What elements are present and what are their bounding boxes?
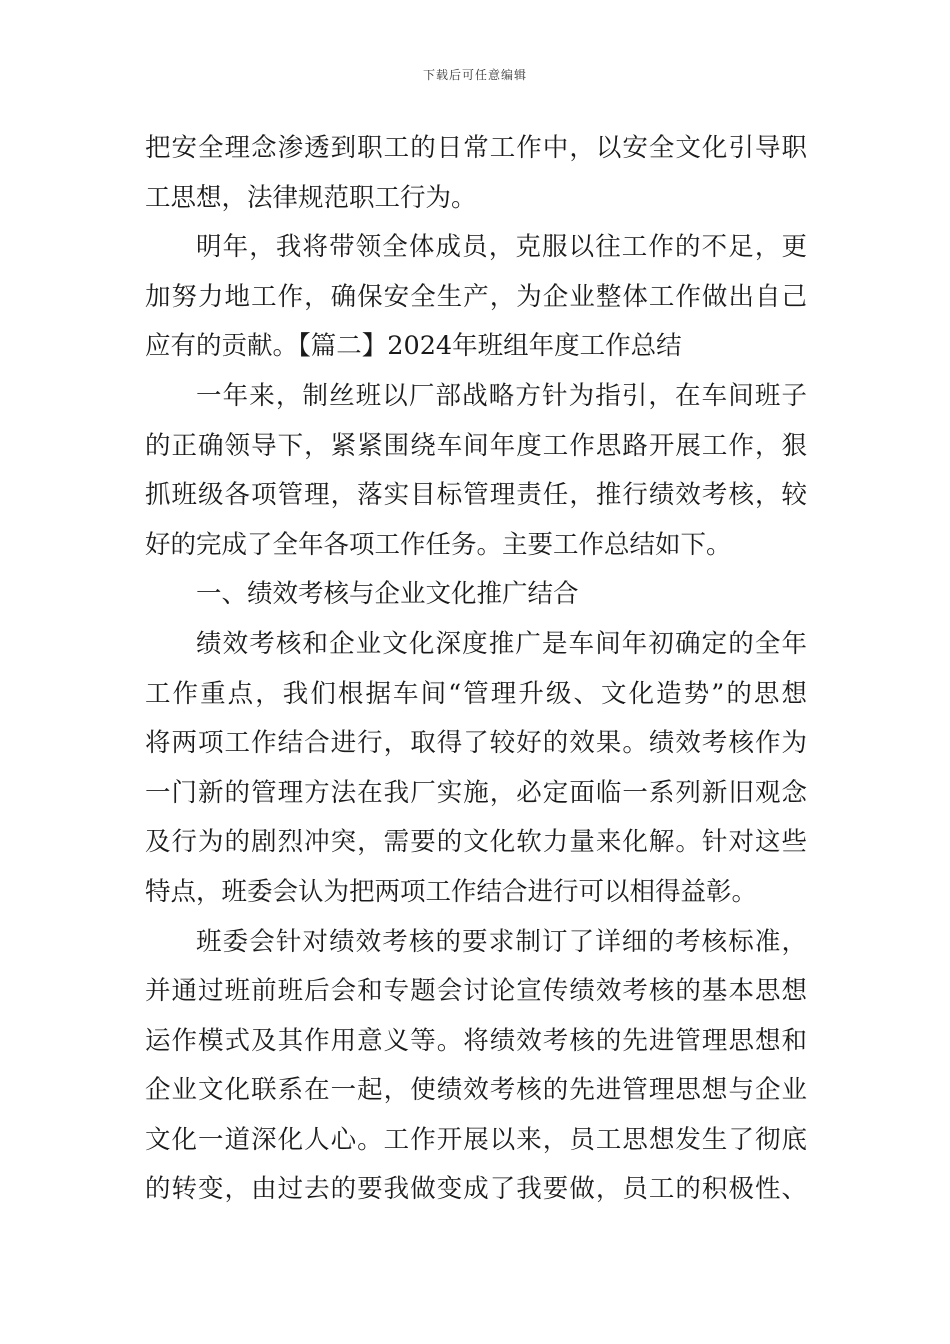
- text-line: 并通过班前班后会和专题会讨论宣传绩效考核的基本思想: [145, 976, 807, 1007]
- text-line: 明年，我将带领全体成员，克服以往工作的不足，更: [196, 232, 807, 263]
- page-header: 下载后可任意编辑: [422, 68, 527, 82]
- text-line: 将两项工作结合进行，取得了较好的效果。绩效考核作为: [145, 728, 807, 759]
- text-line: 把安全理念渗透到职工的日常工作中，以安全文化引导职: [145, 133, 807, 163]
- text-line: 的转变，由过去的要我做变成了我要做，员工的积极性、: [145, 1174, 807, 1205]
- text-line: 的正确领导下，紧紧围绕车间年度工作思路开展工作，狠: [145, 430, 807, 461]
- text-line: 文化一道深化人心。工作开展以来，员工思想发生了彻底: [145, 1124, 807, 1155]
- text-line: 运作模式及其作用意义等。将绩效考核的先进管理思想和: [145, 1025, 807, 1056]
- text-line: 特点，班委会认为把两项工作结合进行可以相得益彰。: [145, 876, 758, 907]
- text-line: 企业文化联系在一起，使绩效考核的先进管理思想与企业: [145, 1075, 807, 1106]
- text-line: 工思想，法律规范职工行为。: [145, 182, 477, 213]
- text-line: 加努力地工作，确保安全生产，为企业整体工作做出自己: [145, 281, 807, 312]
- text-line: 及行为的剧烈冲突，需要的文化软力量来化解。针对这些: [145, 827, 807, 858]
- text-line: 工作重点，我们根据车间“管理升级、文化造势”的思想: [145, 678, 807, 709]
- text-line: 一、绩效考核与企业文化推广结合: [196, 579, 579, 610]
- text-line: 班委会针对绩效考核的要求制订了详细的考核标准，: [196, 926, 807, 957]
- text-line: 好的完成了全年各项工作任务。主要工作总结如下。: [145, 529, 732, 560]
- document-body: [145, 124, 807, 1215]
- text-line: 一门新的管理方法在我厂实施，必定面临一系列新旧观念: [145, 777, 807, 808]
- text-line: 一年来，制丝班以厂部战略方针为指引，在车间班子: [196, 380, 807, 411]
- text-line: 抓班级各项管理，落实目标管理责任，推行绩效考核，较: [145, 480, 807, 511]
- text-line: 应有的贡献。【篇二】2024年班组年度工作总结: [145, 331, 682, 362]
- text-line: 绩效考核和企业文化深度推广是车间年初确定的全年: [196, 628, 807, 659]
